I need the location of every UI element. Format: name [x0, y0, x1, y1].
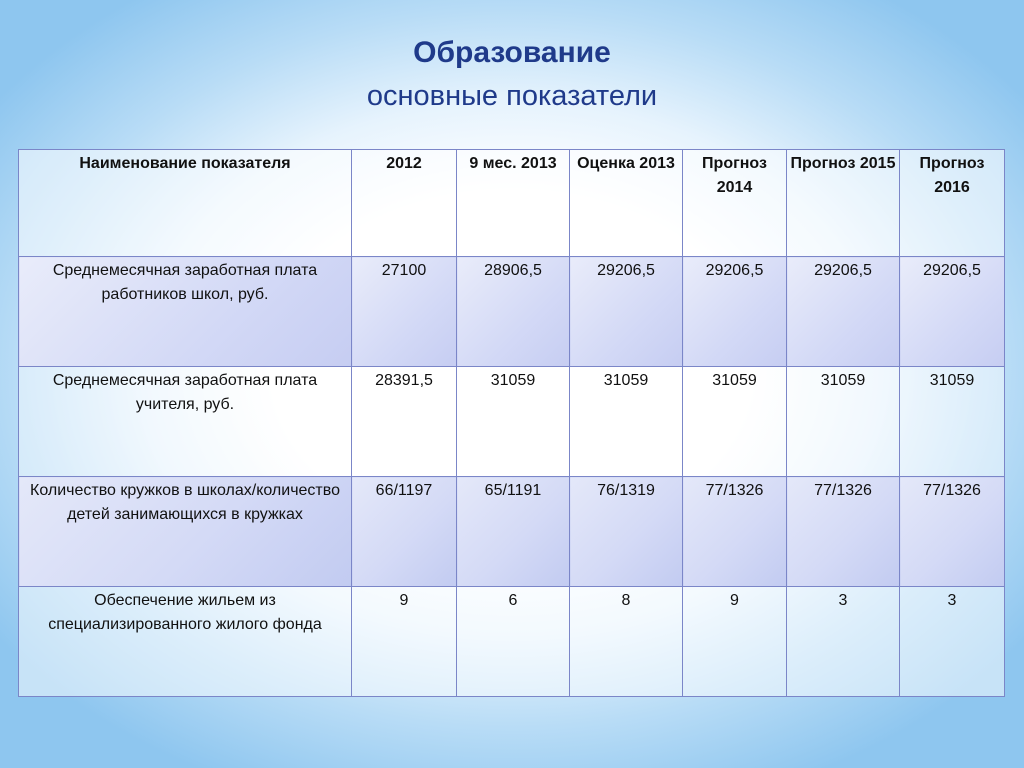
table-cell: 31059 [787, 367, 900, 477]
table-cell: 31059 [683, 367, 787, 477]
slide-title: Образование [413, 36, 611, 69]
table-cell: 29206,5 [570, 257, 683, 367]
table-cell: 77/1326 [787, 477, 900, 587]
table-cell: 3 [900, 587, 1005, 697]
row-name: Количество кружков в школах/количество детей занимающихся в кружках [19, 477, 352, 587]
table-cell: 28906,5 [457, 257, 570, 367]
table-cell: 29206,5 [787, 257, 900, 367]
row-name: Среднемесячная заработная плата работников школ, руб. [19, 257, 352, 367]
header-2012: 2012 [352, 150, 457, 257]
table-cell: 31059 [457, 367, 570, 477]
row-name: Среднемесячная заработная плата учителя, руб. [19, 367, 352, 477]
row-name: Обеспечение жильем из специализированного жилого фонда [19, 587, 352, 697]
slide-subtitle: основные показатели [366, 80, 658, 112]
table-header-row [19, 150, 1005, 257]
table-row [19, 587, 1005, 697]
table-cell: 8 [570, 587, 683, 697]
table-cell: 28391,5 [352, 367, 457, 477]
table-cell: 76/1319 [570, 477, 683, 587]
indicators-table [18, 149, 1005, 697]
table-cell: 66/1197 [352, 477, 457, 587]
table-row [19, 477, 1005, 587]
table-cell: 29206,5 [900, 257, 1005, 367]
table-cell: 29206,5 [683, 257, 787, 367]
table-cell: 65/1191 [457, 477, 570, 587]
table-cell: 27100 [352, 257, 457, 367]
table-cell: 31059 [570, 367, 683, 477]
header-indicator-name: Наименование показателя [19, 150, 352, 257]
header-forecast-2016: Прогноз 2016 [900, 150, 1005, 257]
table-cell: 77/1326 [900, 477, 1005, 587]
header-estimate-2013: Оценка 2013 [570, 150, 683, 257]
table-cell: 31059 [900, 367, 1005, 477]
header-9m-2013: 9 мес. 2013 [457, 150, 570, 257]
table-cell: 77/1326 [683, 477, 787, 587]
table-cell: 6 [457, 587, 570, 697]
table-cell: 3 [787, 587, 900, 697]
header-forecast-2015: Прогноз 2015 [787, 150, 900, 257]
table-row [19, 257, 1005, 367]
table-cell: 9 [352, 587, 457, 697]
table-cell: 9 [683, 587, 787, 697]
header-forecast-2014: Прогноз 2014 [683, 150, 787, 257]
table-row [19, 367, 1005, 477]
